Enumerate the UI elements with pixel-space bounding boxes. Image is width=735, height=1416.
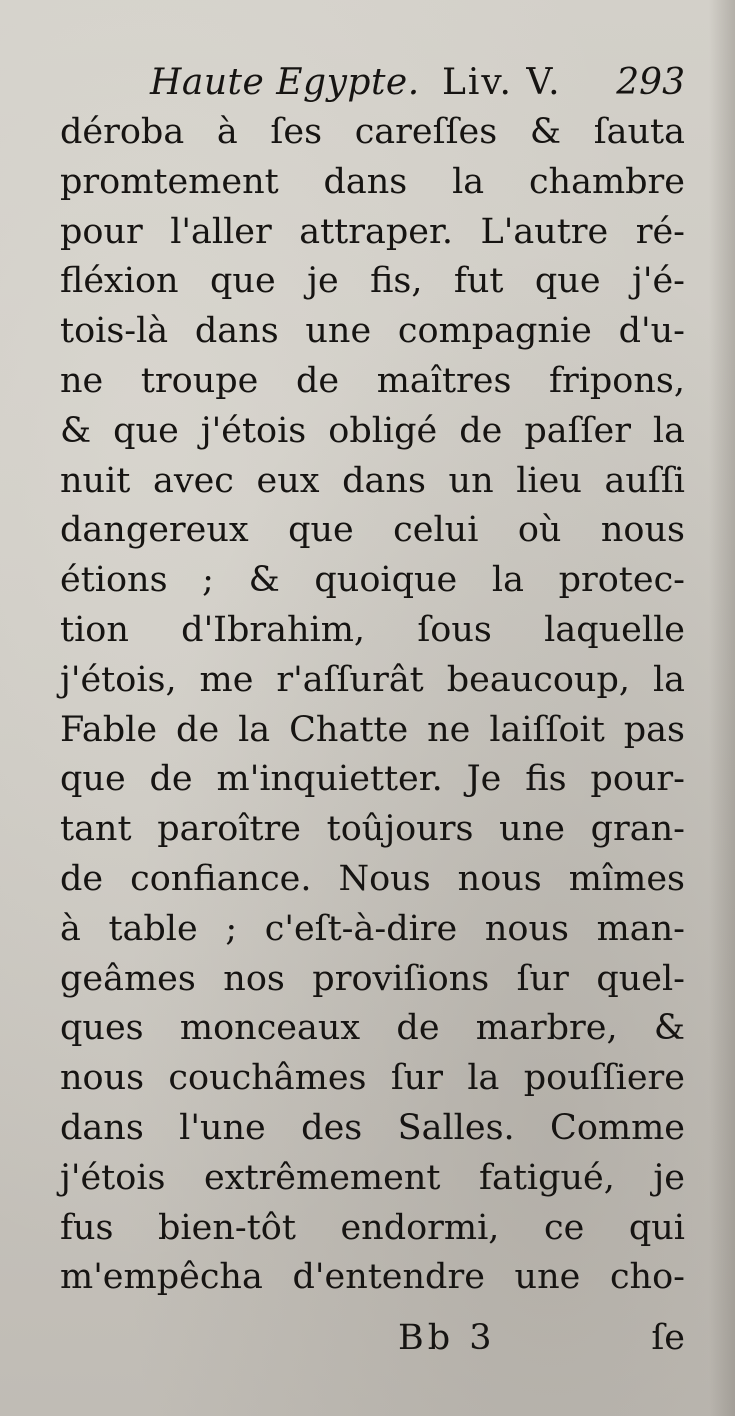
- text-line: tion d'Ibrahim, ſous laquelle: [60, 609, 685, 650]
- text-line: promtement dans la chambre: [60, 161, 685, 202]
- page-number: 293: [616, 62, 685, 103]
- book-reference: Liv. V.: [442, 62, 562, 103]
- text-line: de confiance. Nous nous mîmes: [60, 858, 685, 899]
- text-line: déroba à ſes careſſes & ſauta: [60, 112, 685, 152]
- catchword: ſe: [651, 1318, 685, 1358]
- signature-mark: Bb 3: [398, 1318, 496, 1358]
- text-line: j'étois, me r'aſſurât beaucoup, la: [60, 659, 685, 700]
- page-edge-shadow: [709, 0, 735, 1416]
- text-line: nous couchâmes ſur la pouſſiere: [60, 1058, 685, 1099]
- text-line: fus bien-tôt endormi, ce qui: [60, 1207, 685, 1248]
- running-title: Haute Egypte.: [150, 62, 420, 103]
- text-line: à table ; c'eſt-à-dire nous man-: [60, 908, 685, 949]
- text-line: tois-là dans une compagnie d'u-: [60, 311, 685, 352]
- text-line: dans l'une des Salles. Comme: [60, 1107, 685, 1148]
- text-line: pour l'aller attraper. L'autre ré-: [60, 211, 685, 252]
- text-line: étions ; & quoique la protec-: [60, 560, 685, 601]
- text-line: geâmes nos proviſions ſur quel-: [60, 958, 685, 999]
- text-line: & que j'étois obligé de paſſer la: [60, 410, 685, 451]
- text-line: dangereux que celui où nous: [60, 510, 685, 551]
- body-text: [60, 108, 685, 1303]
- text-line: ques monceaux de marbre, &: [60, 1008, 685, 1049]
- text-line: Fable de la Chatte ne laiſſoit pas: [60, 709, 685, 750]
- text-line: fléxion que je fis, fut que j'é-: [60, 261, 685, 302]
- text-line: m'empêcha d'entendre une cho-: [60, 1257, 685, 1298]
- text-line: j'étois extrêmement fatigué, je: [60, 1157, 685, 1198]
- text-line: tant paroître toûjours une gran-: [60, 809, 685, 850]
- running-header: [150, 62, 685, 112]
- text-line: nuit avec eux dans un lieu auſſi: [60, 460, 685, 501]
- text-line: ne troupe de maîtres fripons,: [60, 360, 685, 401]
- page-footer: [60, 1318, 685, 1368]
- text-line: que de m'inquietter. Je fis pour-: [60, 759, 685, 800]
